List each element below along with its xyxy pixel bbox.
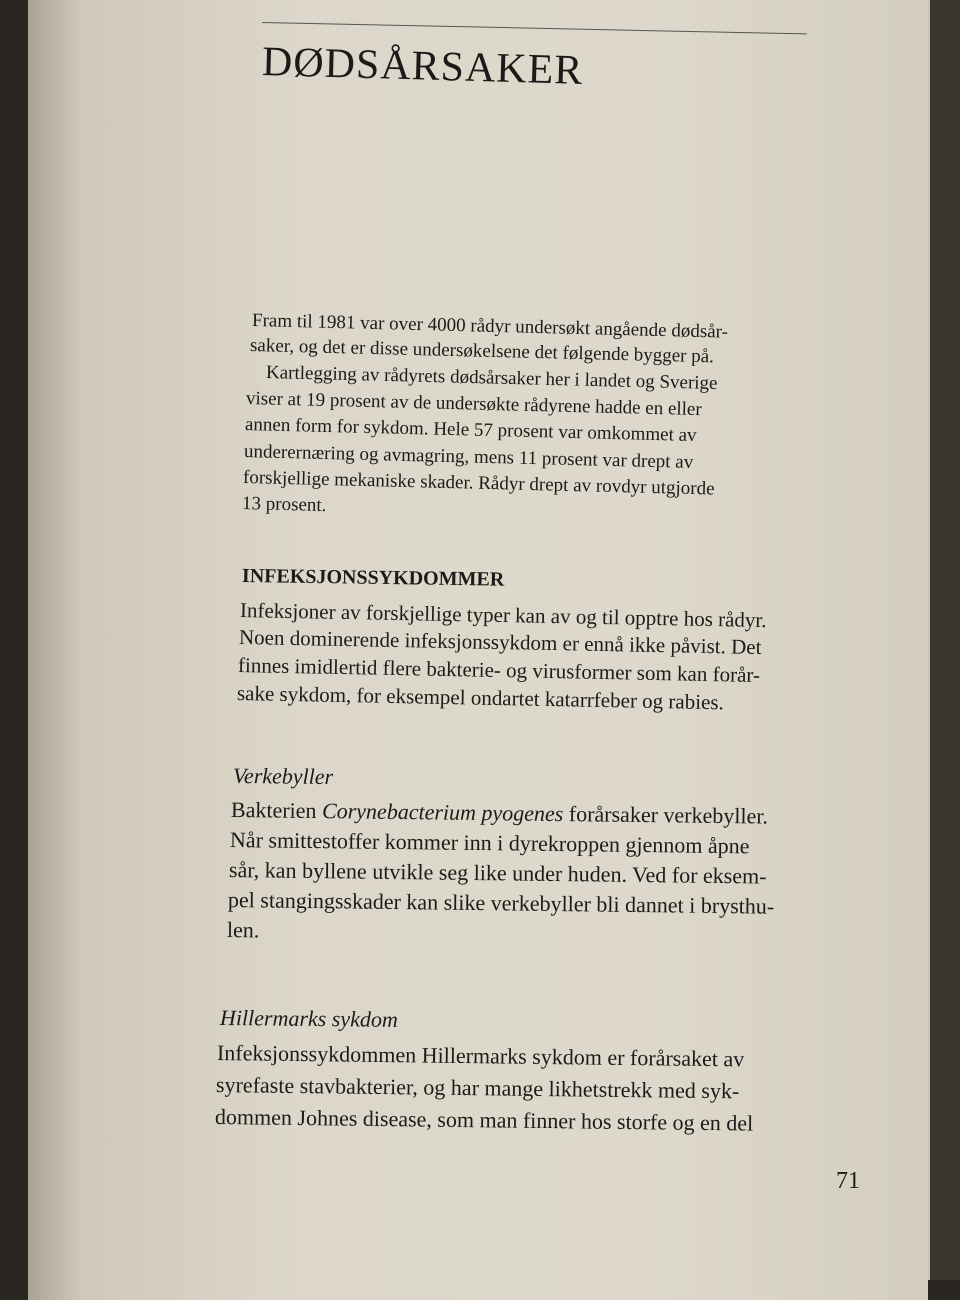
hillermarks-line: dommen Johnes disease, som man finner hos storfe og en del bbox=[214, 1104, 754, 1136]
text: Bakterien bbox=[230, 797, 323, 824]
section-line: Noen dominerende infeksjonssykdom er ennå ikke påvist. Det bbox=[238, 625, 762, 660]
subheading-hillermarks: Hillermarks sykdom bbox=[219, 1005, 398, 1032]
section-line: Infeksjoner av forskjellige typer kan av og til opptre hos rådyr. bbox=[239, 598, 767, 633]
background-right bbox=[930, 0, 960, 1280]
verkebyller-line: len. bbox=[226, 917, 260, 943]
page-title: DØDSÅRSAKER bbox=[261, 39, 584, 94]
section-line: finnes imidlertid flere bakterie- og virusformer som kan forår- bbox=[237, 653, 761, 688]
hillermarks-line: syrefaste stavbakterier, og har mange likhetstrekk med syk- bbox=[215, 1072, 740, 1104]
intro-line: Kartlegging av rådyrets dødsårsaker her i landet og Sverige bbox=[265, 362, 718, 395]
intro-line: forskjellige mekaniske skader. Rådyr drept av rovdyr utgjorde bbox=[242, 467, 715, 500]
subheading-verkebyller: Verkebyller bbox=[232, 763, 334, 790]
species-name: Corynebacterium pyogenes bbox=[321, 798, 564, 827]
section-heading: INFEKSJONSSYKDOMMER bbox=[241, 565, 505, 591]
intro-line: saker, og det er disse undersøkelsene det følgende bygger på. bbox=[249, 335, 715, 368]
text: forårsaker verkebyller. bbox=[563, 801, 769, 829]
intro-line: underernæring og avmagring, mens 11 prosent var drept av bbox=[243, 441, 694, 473]
intro-line: annen form for sykdom. Hele 57 prosent var omkommet av bbox=[244, 414, 697, 447]
intro-line: Fram til 1981 var over 4000 rådyr undersøkt angående dødsår- bbox=[251, 310, 729, 343]
intro-line: 13 prosent. bbox=[241, 493, 327, 517]
hillermarks-line: Infeksjonssykdommen Hillermarks sykdom er forårsaket av bbox=[216, 1040, 745, 1072]
page-number: 71 bbox=[836, 1168, 860, 1194]
verkebyller-line: Når smittestoffer kommer inn i dyrekroppen gjennom åpne bbox=[229, 827, 750, 859]
section-line: sake sykdom, for eksempel ondartet katarrfeber og rabies. bbox=[236, 681, 725, 715]
verkebyller-line: sår, kan byllene utvikle seg like under huden. Ved for eksem- bbox=[228, 857, 767, 889]
verkebyller-line: pel stangingsskader kan slike verkebyller bli dannet i brysthu- bbox=[227, 887, 775, 919]
intro-line: viser at 19 prosent av de undersøkte rådyrene hadde en eller bbox=[245, 388, 702, 421]
